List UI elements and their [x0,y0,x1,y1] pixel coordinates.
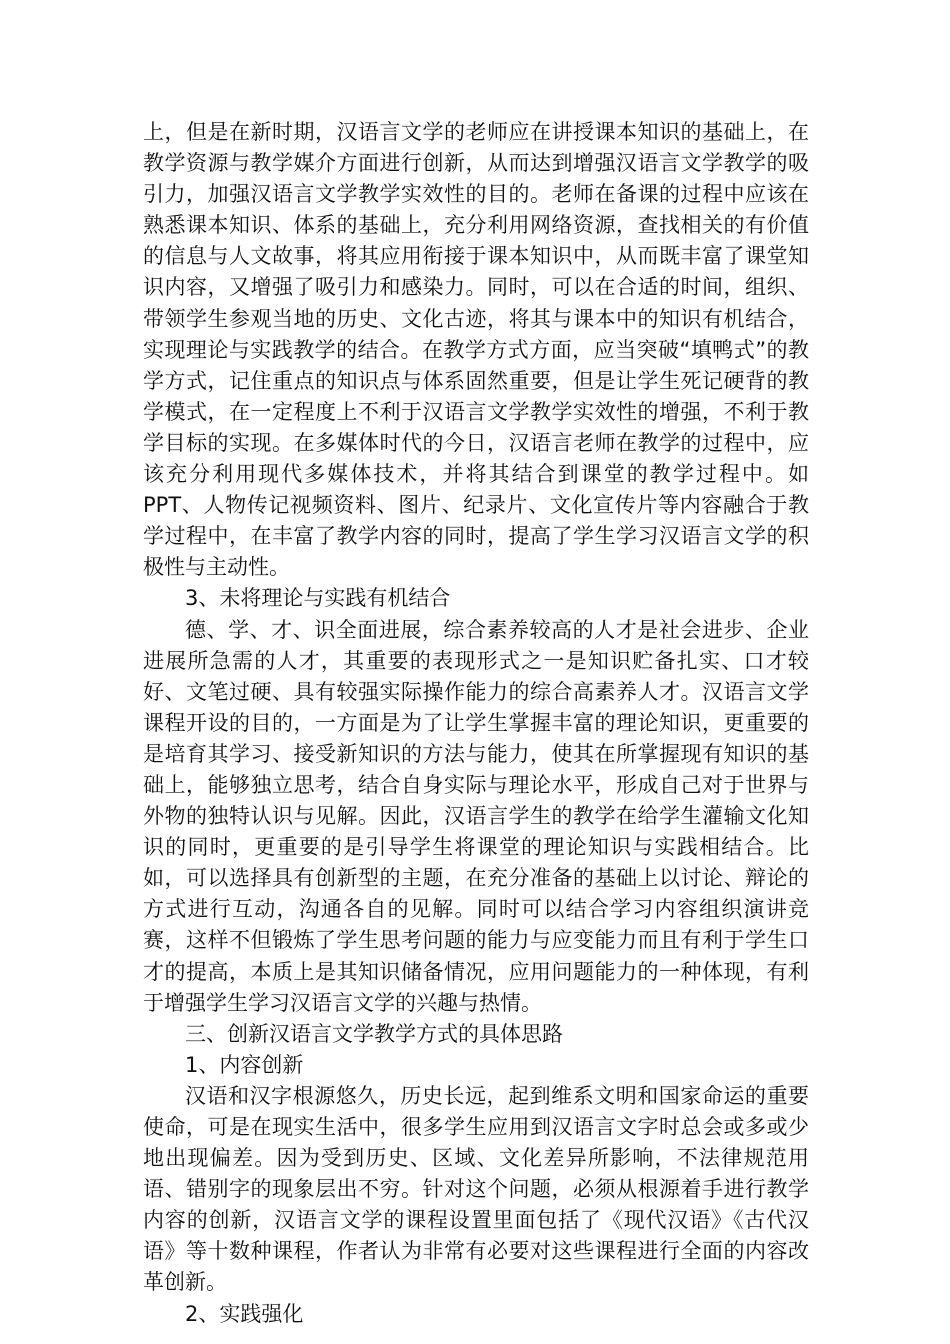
section-heading-innovation: 三、创新汉语言文学教学方式的具体思路 [185,1021,563,1046]
subheading-practice-strengthening: 2、实践强化 [185,1301,304,1326]
paragraph-continuation: 上，但是在新时期，汉语言文学的老师应在讲授课本知识的基础上，在教学资源与教学媒介方面进行创新，从而达到增强汉语言文学教学的吸引力，加强汉语言文学教学实效性的目的。老师在备课的过程中应该在熟悉课本知识、体系的基础上，充分利用网络资源，查找相关的有价值的信息与人文故事，将其应用衔接于课本知识中，从而既丰富了课堂知识内容，又增强了吸引力和感染力。同时，可以在合适的时间，组织、带领学生参观当地的历史、文化古迹，将其与课本中的知识有机结合，实现理论与实践教学的结合。在教学方式方面，应当突破“填鸭式”的教学方式，记住重点的知识点与体系固然重要，但是让学生死记硬背的教学模式，在一定程度上不利于汉语言文学教学实效性的增强，不利于教学目标的实现。在多媒体时代的今日，汉语言老师在教学的过程中，应该充分利用现代多媒体技术，并将其结合到课堂的教学过程中。如 PPT、人物传记视频资料、图片、纪录片、文化宣传片等内容融合于教学过程中，在丰富了教学内容的同时，提高了学生学习汉语言文学的积极性与主动性。 [143,120,809,580]
subheading-theory-practice: 3、未将理论与实践有机结合 [185,586,451,611]
paragraph-content-innovation: 汉语和汉字根源悠久，历史长远，起到维系文明和国家命运的重要使命，可是在现实生活中，很多学生应用到汉语言文字时总会或多或少地出现偏差。因为受到历史、区域、文化差异所影响，不法律规范用语、错别字的现象层出不穷。针对这个问题，必须从根源着手进行教学内容的创新，汉语言文学的课程设置里面包括了《现代汉语》《古代汉语》等十数种课程，作者认为非常有必要对这些课程进行全面的内容改革创新。 [143,1083,809,1295]
subheading-content-innovation: 1、内容创新 [185,1052,304,1077]
document-body [143,117,809,1330]
paragraph-theory-practice: 德、学、才、识全面进展，综合素养较高的人才是社会进步、企业进展所急需的人才，其重要的表现形式之一是知识贮备扎实、口才较好、文笔过硬、具有较强实际操作能力的综合高素养人才。汉语言文学课程开设的目的，一方面是为了让学生掌握丰富的理论知识，更重要的是培育其学习、接受新知识的方法与能力，使其在所掌握现有知识的基础上，能够独立思考，结合自身实际与理论水平，形成自己对于世界与外物的独特认识与见解。因此，汉语言学生的教学在给学生灌输文化知识的同时，更重要的是引导学生将课堂的理论知识与实践相结合。比如，可以选择具有创新型的主题，在充分准备的基础上以讨论、辩论的方式进行互动，沟通各自的见解。同时可以结合学习内容组织演讲竞赛，这样不但锻炼了学生思考问题的能力与应变能力而且有利于学生口才的提高，本质上是其知识储备情况，应用问题能力的一种体现，有利于增强学生学习汉语言文学的兴趣与热情。 [143,617,809,1015]
